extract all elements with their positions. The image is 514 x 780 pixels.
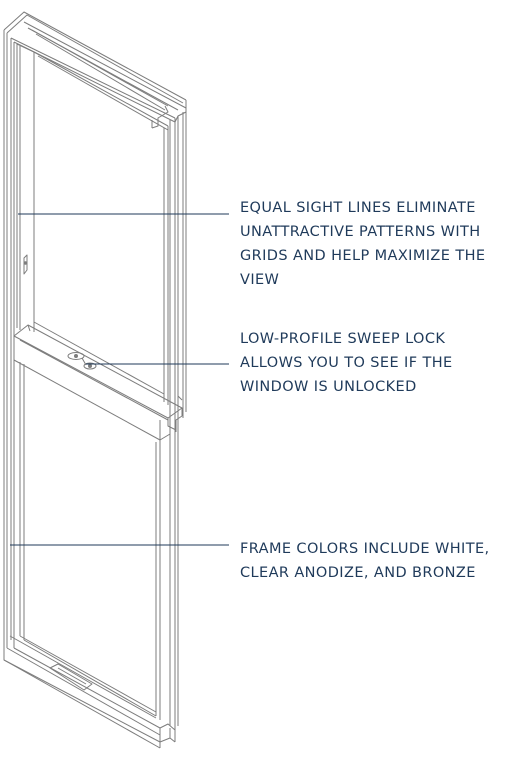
- callout-line: GRIDS AND HELP MAXIMIZE THE: [240, 248, 486, 264]
- callout-sight-lines: [240, 196, 510, 292]
- callout-line: ALLOWS YOU TO SEE IF THE: [240, 355, 453, 371]
- callout-sweep-lock: [240, 327, 510, 399]
- lift-handle: [50, 664, 92, 690]
- frame-left-jamb: [4, 30, 14, 648]
- frame-head: [4, 12, 186, 128]
- frame-sill: [4, 645, 175, 748]
- callout-frame-colors: [240, 537, 510, 585]
- callout-line: FRAME COLORS INCLUDE WHITE,: [240, 541, 490, 557]
- tilt-latch: [24, 255, 27, 274]
- callout-line: EQUAL SIGHT LINES ELIMINATE: [240, 200, 476, 216]
- callout-line: WINDOW IS UNLOCKED: [240, 379, 417, 395]
- callout-line: LOW-PROFILE SWEEP LOCK: [240, 331, 446, 347]
- callout-line: CLEAR ANODIZE, AND BRONZE: [240, 565, 476, 581]
- lower-sash: [10, 362, 160, 720]
- frame-right-jamb: [170, 110, 186, 730]
- meeting-rail: [14, 325, 182, 440]
- callout-line: UNATTRACTIVE PATTERNS WITH: [240, 224, 481, 240]
- callout-line: VIEW: [240, 272, 280, 288]
